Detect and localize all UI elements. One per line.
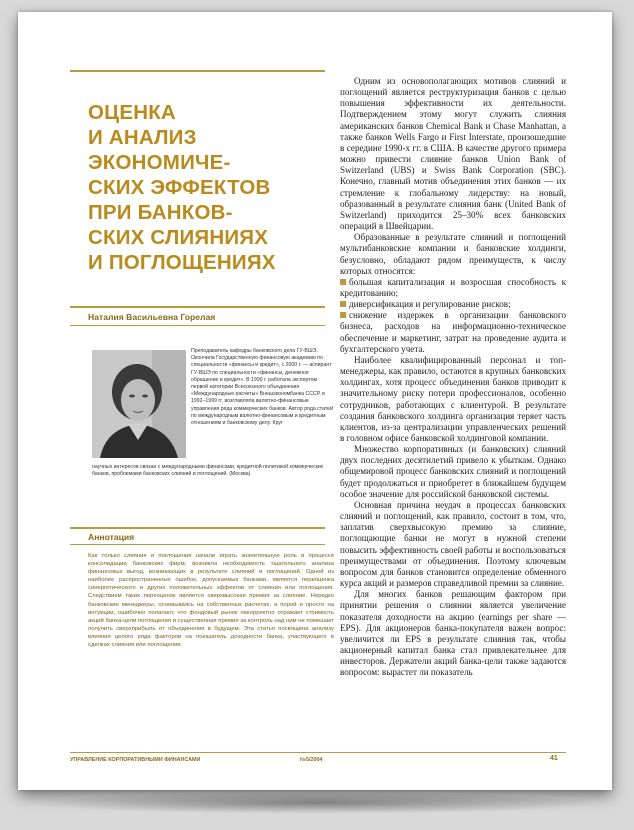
- page-shadow: [30, 792, 604, 814]
- annotation-bottom-rule: [70, 544, 325, 545]
- bullet-text: большая капитализация и возросшая способность к кредитованию;: [340, 276, 566, 298]
- journal-page: [18, 12, 612, 790]
- bullet-square-icon: [340, 301, 346, 307]
- title-line: ЭКОНОМИЧЕ-: [88, 151, 231, 174]
- author-bio: Преподаватель кафедры банковского дела ГУ-ВШЭ. Окончила Государственную финансовую академию по специальности «финансы и кредит», с 2000 г. — аспирант ГУ-ВШЭ по специальности «финансы, денежное обращение и кредит». В 1990 г. работала экспертом первой категории Всесоюзного объединения «Международные расчеты» Внешэкономбанка СССР, в 1992–1999 гг. возглавляла валютно-финансовые управления ряда коммерческих банков. Автор ряда статей по международным валютно-финансовым и кредитным отношениям и банковскому делу. Круг: [191, 348, 333, 427]
- title-line: СКИХ ЭФФЕКТОВ: [88, 176, 271, 199]
- author-bottom-rule: [70, 325, 325, 326]
- body-paragraph: Наиболее квалифицированный персонал и топ-менеджеры, как правило, остаются в крупных банковских холдингах, хотя процесс объединения банков приводит к значительному риску потери профессионалов, особенно сотрудников, работающих с клиентурой. В результате создания банковского холдинга организация теряет часть клиентов, из-за централизации управленческих решений в головном офисе банковской холдинговой компании.: [340, 354, 566, 443]
- article-title: [88, 100, 328, 275]
- title-line: И ПОГЛОЩЕНИЯХ: [88, 251, 276, 274]
- footer-rule: [70, 752, 566, 753]
- title-line: И АНАЛИЗ: [88, 126, 197, 149]
- annotation-top-rule: [70, 527, 325, 529]
- author-name: Наталия Васильевна Горелая: [88, 312, 216, 322]
- article-body: [340, 76, 566, 678]
- body-paragraph: Для многих банков решающим фактором при принятии решения о слиянии является увеличение показателя доходности на акцию (earnings per share — EPS). Для акционеров банка-покупателя важен вопрос: увеличится ли EPS в результате слияния так, чтобы акционерный капитал банка стал привлекательнее для инвесторов. Держатели акций банка-цели также задаются вопросом: вырастет ли показатель: [340, 589, 566, 678]
- portrait-image: [92, 350, 186, 458]
- bullet-square-icon: [340, 279, 346, 285]
- bullet-text: диверсификация и регулирование рисков;: [349, 299, 511, 310]
- body-paragraph: Основная причина неудач в процессах банковских слияний и поглощений, как правило, состоит в том, что, заплатив сверхвысокую премию за слияние, поглощающие банки не могут в нужной степени повысить эффективность своей работы и воспользоваться преимуществами от объединения. Поэтому ключевым вопросом для банков становится определение обменного курса акций и размеров справедливой премии за слияние.: [340, 499, 566, 589]
- body-paragraph: Образованные в результате слияний и поглощений мультибанковские компании и банковские холдинги, безусловно, обладают рядом преимуществ, к числу которых относятся:: [340, 232, 566, 276]
- bullet-item: [340, 277, 566, 299]
- bullet-square-icon: [340, 312, 346, 318]
- body-paragraph: Множество корпоративных (и банковских) слияний двух последних десятилетий привело к убыткам. Однако общемировой процесс банковских слияний и поглощений будет продолжаться и приобретет в ближайшем будущем особое значение для российской банковской системы.: [340, 444, 566, 499]
- title-line: ПРИ БАНКОВ-: [88, 201, 233, 224]
- title-top-rule: [70, 70, 325, 72]
- author-top-rule: [70, 306, 325, 308]
- page-number: 41: [550, 755, 558, 762]
- title-line: СКИХ СЛИЯНИЯХ: [88, 226, 269, 249]
- bullet-text: снижение издержек в организации банковского бизнеса, расходов на информационно-техническое обеспечение и маркетинг, затрат на проведение аудита и бухгалтерского учета.: [340, 310, 566, 354]
- author-bio-continued: научных интересов связан с международными финансами, кредитной политикой коммерческих банков, проблемами банковских слияний и поглощений. (Москва): [92, 464, 324, 478]
- footer-journal: УПРАВЛЕНИЕ КОРПОРАТИВНЫМИ ФИНАНСАМИ: [70, 757, 201, 763]
- author-photo: [92, 350, 186, 458]
- title-line: ОЦЕНКА: [88, 101, 176, 124]
- annotation-text: Как только слияния и поглощения начали играть значительную роль в процессе консолидации банковских фирм, возникла необходимость тщательного анализа финансовых выгод, возникающих в результате слияний и поглощений. Одной из наиболее распространенных ошибок, допускаемых банками, является переоценка синергетического и других положительных эффектов от слияния или поглощения. Следствием таких переоценок является сверхвысокая премия за слияние. Нередко банковские менеджеры, основываясь на собственных расчетах, а порой и просто на интуиции, ошибочно полагают, что фондовый рынок некорректно отражает стоимость акций банка-цели поглощения и существенная премия за контроль над ним не помешает получить сверхприбыль от объединения в будущем. Эта статья посвящена анализу влияния целого ряда факторов на показатель доходности банка, участвующего в сделках слияния или поглощения.: [88, 553, 334, 649]
- footer-issue: №5/2004: [300, 757, 323, 763]
- bullet-item: [340, 299, 566, 310]
- bullet-item: [340, 310, 566, 355]
- annotation-heading: Аннотация: [88, 532, 135, 542]
- body-paragraph: Одним из основополагающих мотивов слияний и поглощений является реструктуризация банков с целью повышения эффективности их деятельности. Подтверждением этому могут служить слияния американских банков Chemical Bank и Chase Manhattan, а также банков Wells Fargo и First Interstate, произошедшие в середине 1990-х гг. в США. В качестве другого примера можно привести слияние банков Union Bank of Switzerland (UBS) и Swiss Bank Corporation (SBC). Конечно, главный мотив объединения этих банков — их стремление к глобальному лидерству: на новый, образованный в результате слияния банк (United Bank of Switzerland) приходится 25–30% всех банковских операций в Швейцарии.: [340, 76, 566, 232]
